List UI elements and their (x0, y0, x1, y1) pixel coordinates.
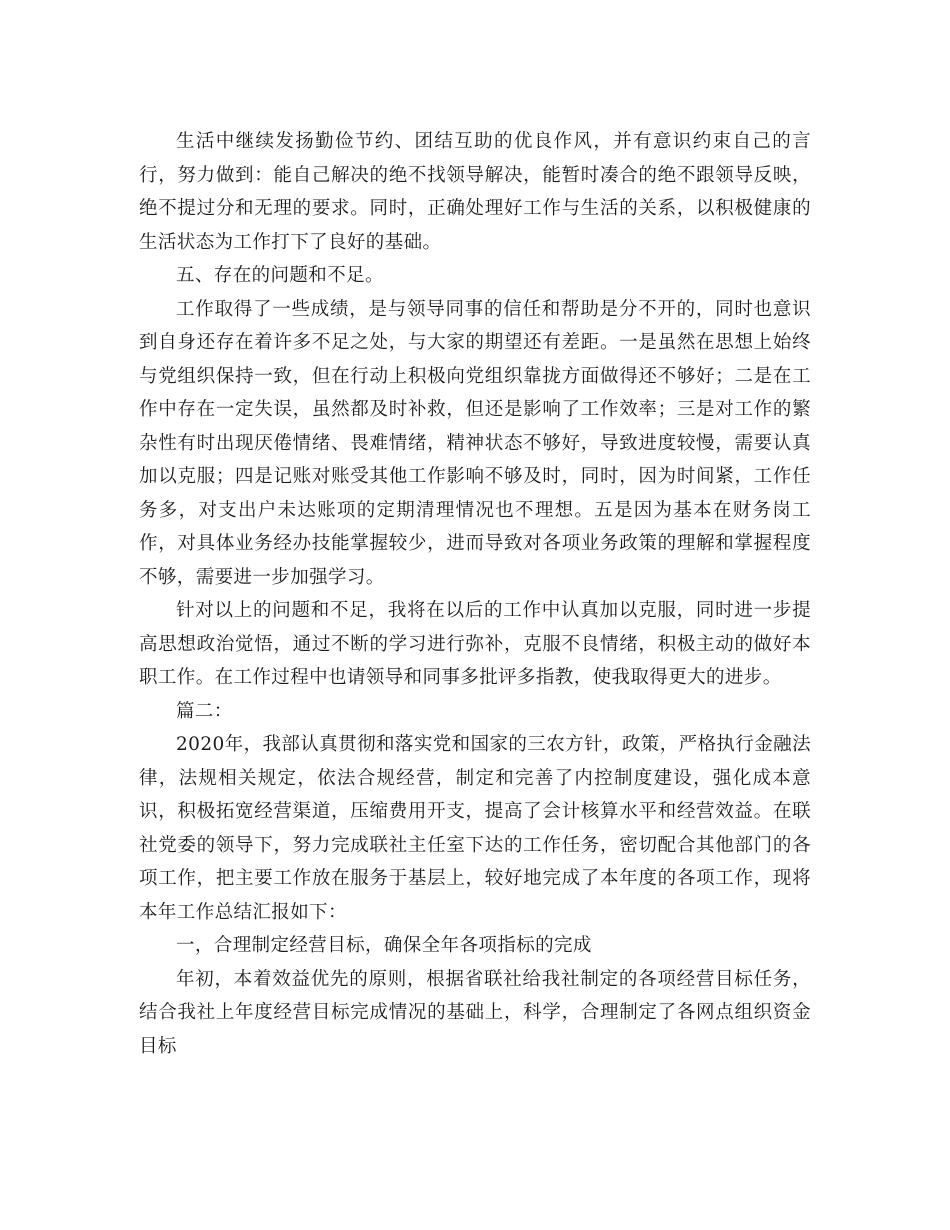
paragraph-improvement: 针对以上的问题和不足，我将在以后的工作中认真加以克服，同时进一步提高思想政治觉悟，通过不断的学习进行弥补，克服不良情绪，积极主动的做好本职工作。在工作过程中也请领导和同事多批评多指教，使我取得更大的进步。 (139, 600, 811, 688)
paragraph-living-habits: 生活中继续发扬勤俭节约、团结互助的优良作风，并有意识约束自己的言行，努力做到：能自己解决的绝不找领导解决，能暂时凑合的绝不跟领导反映，绝不提过分和无理的要求。同时，正确处理好工作与生活的关系，以积极健康的生活状态为工作打下了良好的基础。 (139, 131, 811, 253)
section-heading-problems: 五、存在的问题和不足。 (176, 265, 384, 286)
paragraph-targets: 年初，本着效益优先的原则，根据省联社给我社制定的各项经营目标任务，结合我社上年度经营目标完成情况的基础上，科学，合理制定了各网点组织资金目标 (139, 968, 811, 1057)
document-body (139, 125, 811, 1063)
paragraph-problems: 工作取得了一些成绩，是与领导同事的信任和帮助是分不开的，同时也意识到自身还存在着许多不足之处，与大家的期望还有差距。一是虽然在思想上始终与党组织保持一致，但在行动上积极向党组织靠拢方面做得还不够好；二是在工作中存在一定失误，虽然都及时补救，但还是影响了工作效率；三是对工作的繁杂性有时出现厌倦情绪、畏难情绪，精神状态不够好，导致进度较慢，需要认真加以克服；四是记账对账受其他工作影响不够及时，同时，因为时间紧，工作任务多，对支出户未达账项的定期清理情况也不理想。五是因为基本在财务岗工作，对具体业务经办技能掌握较少，进而导致对各项业务政策的理解和掌握程度不够，需要进一步加强学习。 (139, 298, 811, 588)
paragraph-annual-summary: 2020年，我部认真贯彻和落实党和国家的三农方针，政策，严格执行金融法律，法规相关规定，依法合规经营，制定和完善了内控制度建设，强化成本意识，积极拓宽经营渠道，压缩费用开支，提高了会计核算水平和经营效益。在联社党委的领导下，努力完成联社主任室下达的工作任务，密切配合其他部门的各项工作，把主要工作放在服务于基层上，较好地完成了本年度的各项工作，现将本年工作总结汇报如下： (139, 734, 811, 923)
part-heading-two: 篇二： (176, 700, 233, 722)
section-heading-targets: 一，合理制定经营目标，确保全年各项指标的完成 (176, 935, 592, 956)
